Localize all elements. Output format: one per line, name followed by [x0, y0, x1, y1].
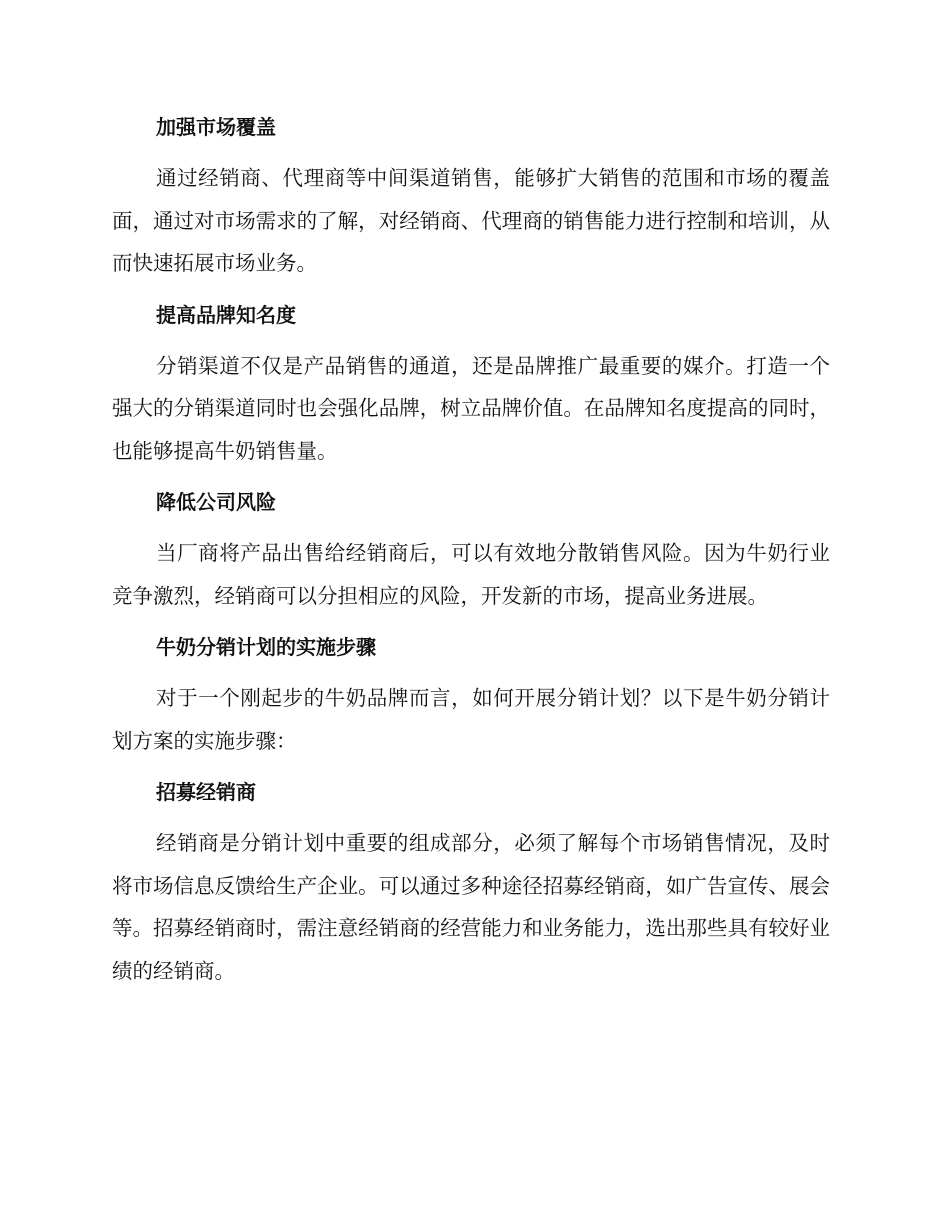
- document-page: [112, 108, 830, 992]
- section-body-brand-awareness: 分销渠道不仅是产品销售的通道，还是品牌推广最重要的媒介。打造一个强大的分销渠道同时也会强化品牌，树立品牌价值。在品牌知名度提高的同时，也能够提高牛奶销售量。: [112, 353, 830, 463]
- section-heading-implementation-steps: 牛奶分销计划的实施步骤: [156, 635, 376, 659]
- section-heading-recruit-dealers: 招募经销商: [156, 780, 256, 804]
- section-body-recruit-dealers: 经销商是分销计划中重要的组成部分，必须了解每个市场销售情况，及时将市场信息反馈给生产企业。可以通过多种途径招募经销商，如广告宣传、展会等。招募经销商时，需注意经销商的经营能力和业务能力，选出那些具有较好业绩的经销商。: [112, 831, 830, 983]
- section-heading-reduce-risk: 降低公司风险: [156, 490, 276, 514]
- section-heading-brand-awareness: 提高品牌知名度: [156, 302, 296, 327]
- section-heading-market-coverage: 加强市场覆盖: [156, 115, 276, 139]
- section-body-implementation-steps: 对于一个刚起步的牛奶品牌而言，如何开展分销计划？以下是牛奶分销计划方案的实施步骤：: [112, 686, 830, 753]
- section-body-reduce-risk: 当厂商将产品出售给经销商后，可以有效地分散销售风险。因为牛奶行业竞争激烈，经销商可以分担相应的风险，开发新的市场，提高业务进展。: [112, 541, 830, 608]
- section-body-market-coverage: 通过经销商、代理商等中间渠道销售，能够扩大销售的范围和市场的覆盖面，通过对市场需求的了解，对经销商、代理商的销售能力进行控制和培训，从而快速拓展市场业务。: [112, 166, 830, 275]
